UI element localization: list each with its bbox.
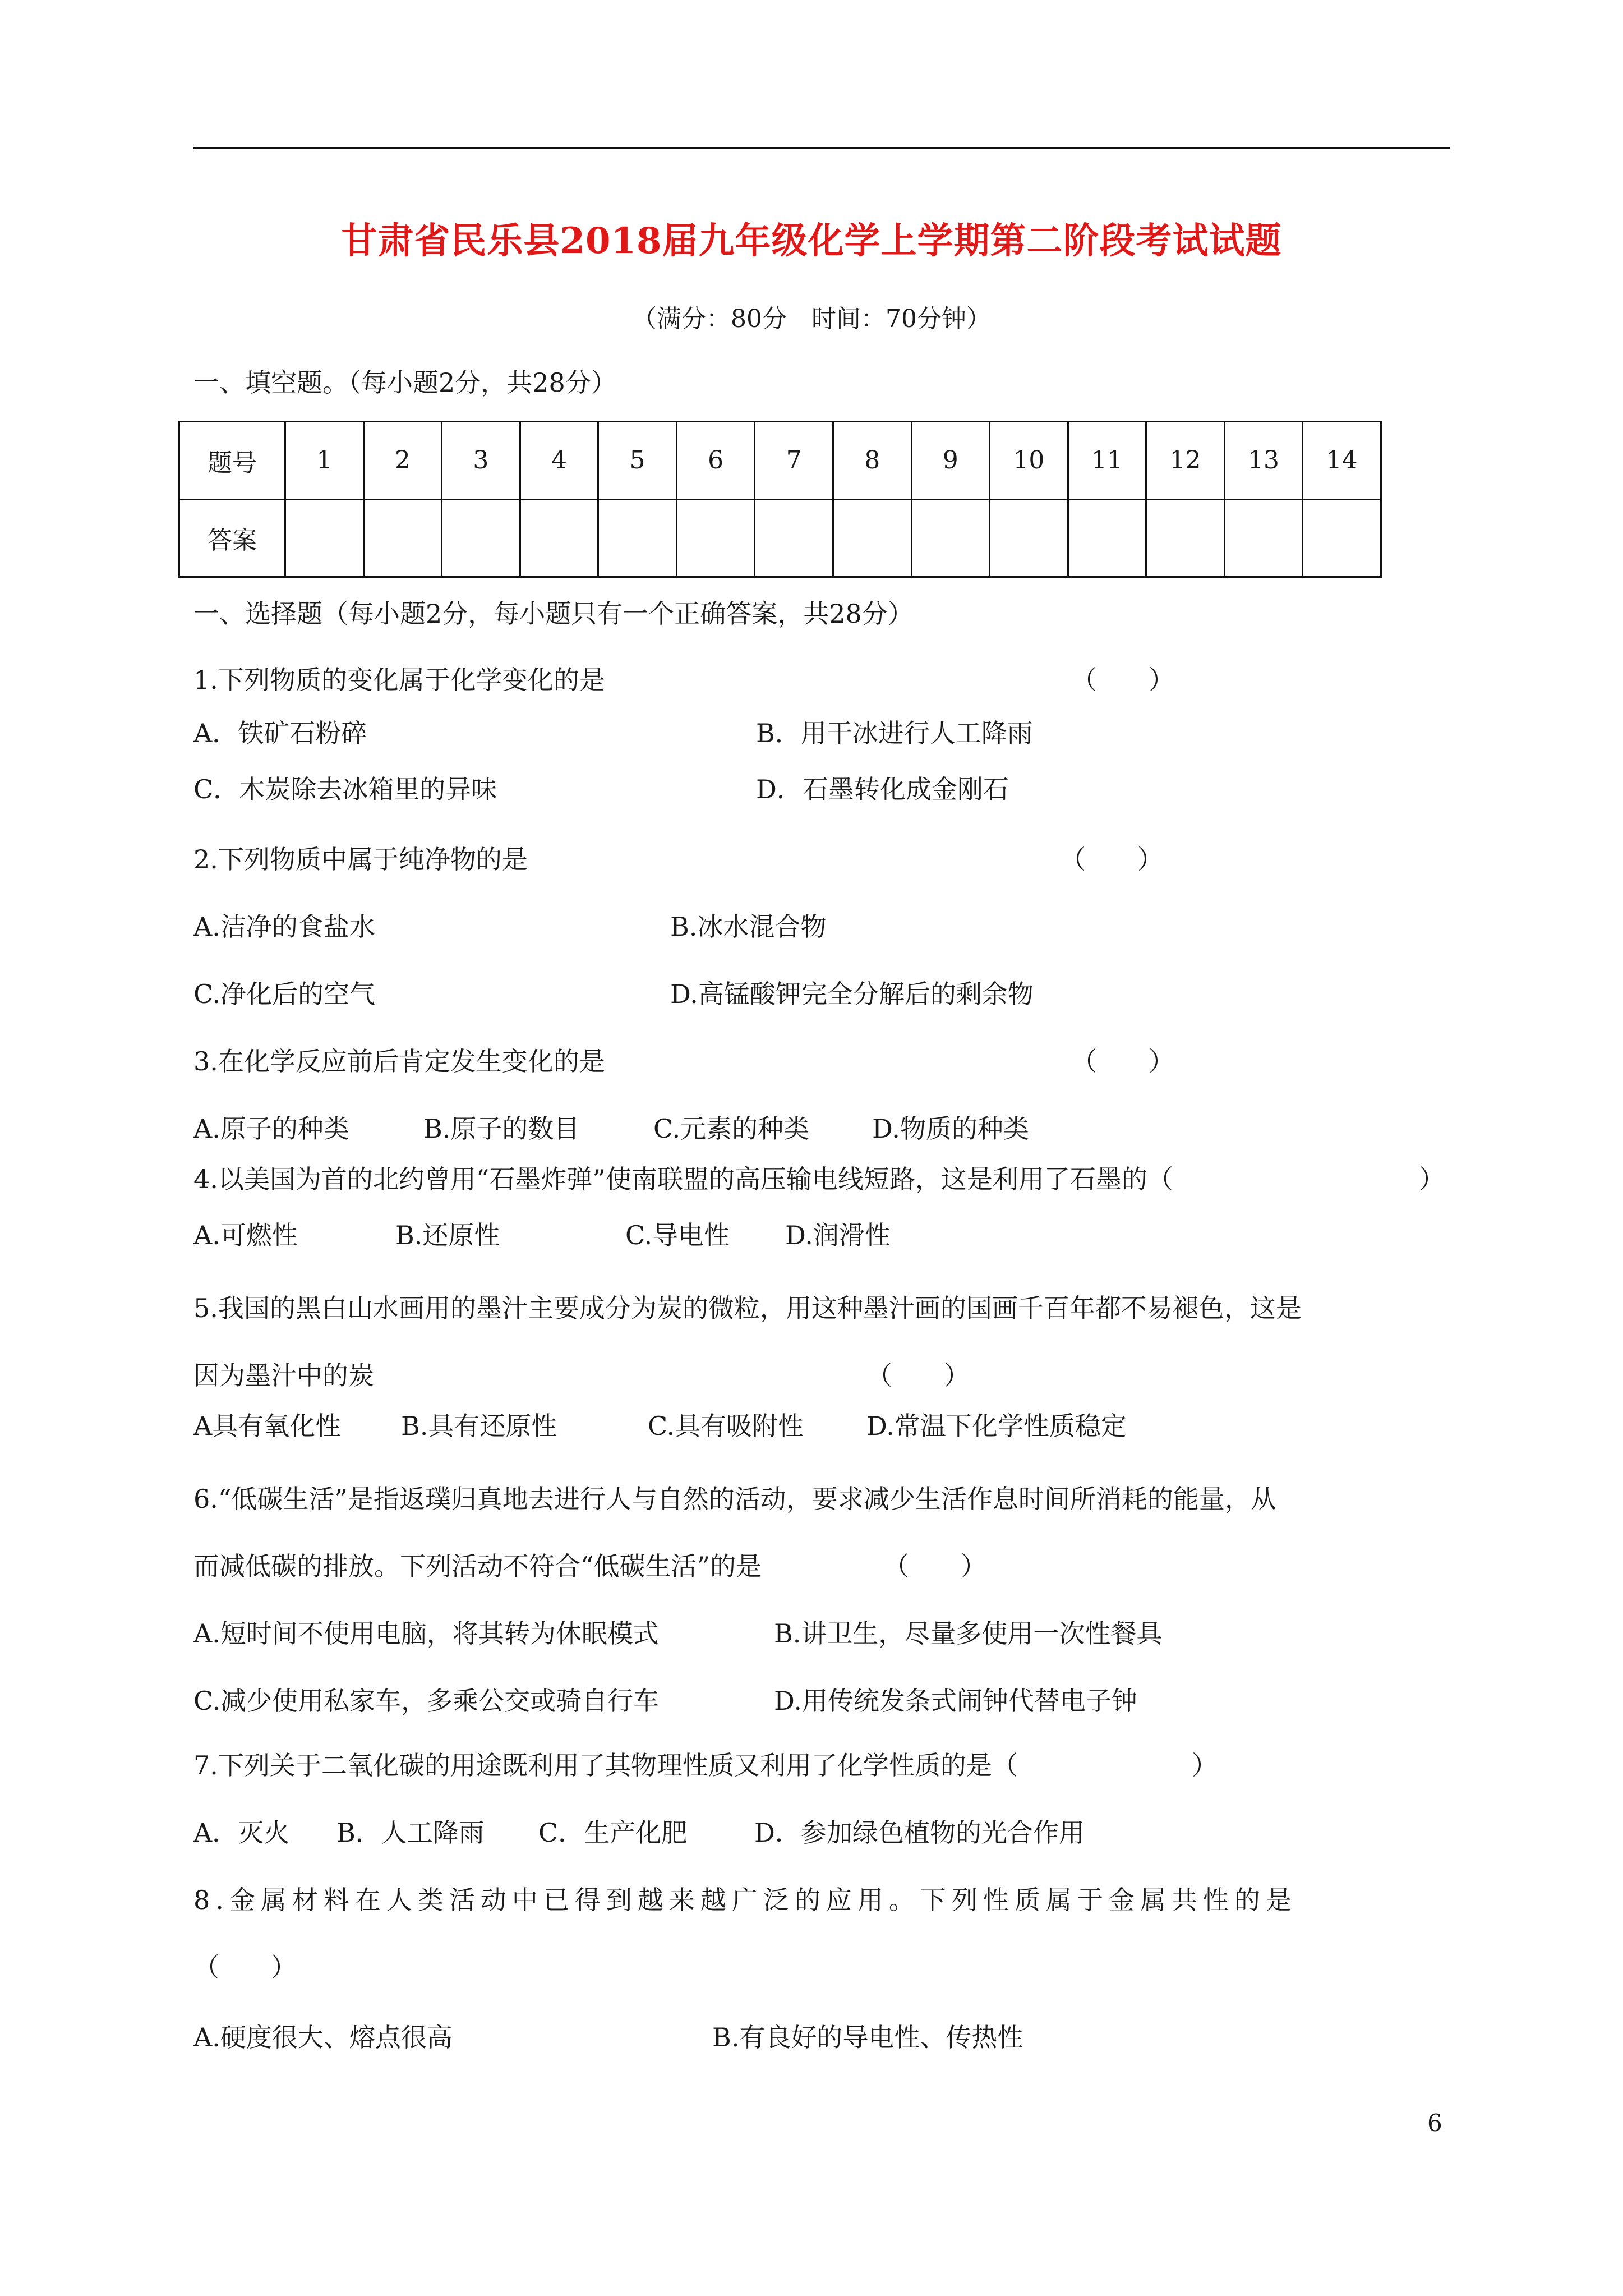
header-rule bbox=[193, 147, 1450, 149]
answer-cell[interactable] bbox=[911, 499, 990, 577]
question-8-option-b: B.有良好的导电性、传热性 bbox=[712, 2022, 1023, 2053]
question-5-option-d: D.常温下化学性质稳定 bbox=[866, 1411, 1127, 1441]
question-4-option-d: D.润滑性 bbox=[785, 1220, 891, 1250]
answer-table-number: 9 bbox=[911, 422, 990, 500]
answer-table-row2-label: 答案 bbox=[179, 499, 285, 577]
question-6-option-a: A.短时间不使用电脑，将其转为休眠模式 bbox=[193, 1618, 659, 1649]
answer-table-row1-label: 题号 bbox=[179, 422, 285, 500]
answer-table-number-row bbox=[179, 422, 1381, 500]
answer-table-number: 5 bbox=[598, 422, 677, 500]
question-5-option-c: C.具有吸附性 bbox=[648, 1411, 804, 1441]
answer-cell[interactable] bbox=[1146, 499, 1225, 577]
answer-cell[interactable] bbox=[833, 499, 911, 577]
answer-table-answer-row bbox=[179, 499, 1381, 577]
answer-cell[interactable] bbox=[676, 499, 755, 577]
page-number: 6 bbox=[1427, 2109, 1442, 2137]
question-1-option-d: D．石墨转化成金刚石 bbox=[756, 774, 1009, 804]
question-7-option-c: C．生产化肥 bbox=[538, 1818, 688, 1848]
question-7-answer-paren: ） bbox=[1192, 1750, 1218, 1780]
answer-cell[interactable] bbox=[520, 499, 598, 577]
answer-cell[interactable] bbox=[285, 499, 364, 577]
answer-table bbox=[178, 421, 1382, 578]
question-2-option-b: B.冰水混合物 bbox=[670, 912, 827, 942]
answer-cell[interactable] bbox=[1303, 499, 1381, 577]
question-6-stem-continued: 而减低碳的排放。下列活动不符合“低碳生活”的是 bbox=[193, 1551, 762, 1581]
answer-table-number: 2 bbox=[363, 422, 442, 500]
question-1-option-c: C．木炭除去冰箱里的异味 bbox=[193, 774, 497, 804]
question-1-option-b: B．用干冰进行人工降雨 bbox=[756, 718, 1033, 748]
question-7-stem: 7.下列关于二氧化碳的用途既利用了其物理性质又利用了化学性质的是（ bbox=[193, 1750, 1018, 1780]
question-2-answer-paren: （ ） bbox=[1060, 844, 1163, 875]
section-heading-choice: 一、选择题（每小题2分，每小题只有一个正确答案，共28分） bbox=[193, 599, 914, 629]
answer-table-number: 14 bbox=[1303, 422, 1381, 500]
question-2-option-c: C.净化后的空气 bbox=[193, 979, 376, 1009]
answer-cell[interactable] bbox=[442, 499, 520, 577]
question-3-option-d: D.物质的种类 bbox=[872, 1114, 1029, 1144]
answer-cell[interactable] bbox=[755, 499, 833, 577]
answer-cell[interactable] bbox=[598, 499, 677, 577]
question-8-stem: 8.金属材料在人类活动中已得到越来越广泛的应用。下列性质属于金属共性的是 bbox=[193, 1885, 1297, 1915]
answer-table-number: 11 bbox=[1068, 422, 1146, 500]
answer-cell[interactable] bbox=[363, 499, 442, 577]
question-5-answer-paren: （ ） bbox=[866, 1360, 970, 1391]
answer-table-number: 8 bbox=[833, 422, 911, 500]
question-8-option-a: A.硬度很大、熔点很高 bbox=[193, 2022, 453, 2053]
question-1-stem: 1.下列物质的变化属于化学变化的是 bbox=[193, 665, 605, 695]
answer-cell[interactable] bbox=[990, 499, 1068, 577]
answer-table-number: 13 bbox=[1224, 422, 1303, 500]
question-3-stem: 3.在化学反应前后肯定发生变化的是 bbox=[193, 1046, 605, 1076]
question-3-option-c: C.元素的种类 bbox=[653, 1114, 810, 1144]
question-7-option-d: D．参加绿色植物的光合作用 bbox=[754, 1818, 1085, 1848]
question-6-option-c: C.减少使用私家车，多乘公交或骑自行车 bbox=[193, 1686, 660, 1716]
question-5-stem-continued: 因为墨汁中的炭 bbox=[193, 1360, 374, 1391]
question-6-option-d: D.用传统发条式闹钟代替电子钟 bbox=[774, 1686, 1137, 1716]
question-5-option-a: A具有氧化性 bbox=[193, 1411, 342, 1441]
exam-subtitle: （满分：80分 时间：70分钟） bbox=[632, 305, 991, 333]
answer-table-number: 6 bbox=[676, 422, 755, 500]
answer-table-number: 4 bbox=[520, 422, 598, 500]
question-5-stem: 5.我国的黑白山水画用的墨汁主要成分为炭的微粒，用这种墨汁画的国画千百年都不易褪色，这是 bbox=[193, 1293, 1302, 1323]
answer-cell[interactable] bbox=[1068, 499, 1146, 577]
question-2-option-d: D.高锰酸钾完全分解后的剩余物 bbox=[670, 979, 1034, 1009]
question-4-option-c: C.导电性 bbox=[625, 1220, 730, 1250]
exam-title: 甘肃省民乐县2018届九年级化学上学期第二阶段考试试题 bbox=[341, 220, 1282, 262]
question-2-option-a: A.洁净的食盐水 bbox=[193, 912, 375, 942]
answer-cell[interactable] bbox=[1224, 499, 1303, 577]
question-7-option-b: B．人工降雨 bbox=[336, 1818, 485, 1848]
section-heading-fill: 一、填空题。（每小题2分，共28分） bbox=[193, 367, 617, 398]
question-1-option-a: A．铁矿石粉碎 bbox=[193, 718, 367, 748]
question-3-answer-paren: （ ） bbox=[1071, 1046, 1174, 1076]
question-8-answer-paren: （ ） bbox=[193, 1952, 297, 1982]
question-3-option-b: B.原子的数目 bbox=[423, 1114, 580, 1144]
answer-table-number: 7 bbox=[755, 422, 833, 500]
question-4-stem: 4.以美国为首的北约曾用“石墨炸弹”使南联盟的高压输电线短路，这是利用了石墨的（ bbox=[193, 1164, 1173, 1194]
answer-table-number: 3 bbox=[442, 422, 520, 500]
question-2-stem: 2.下列物质中属于纯净物的是 bbox=[193, 844, 528, 875]
question-6-stem: 6.“低碳生活”是指返璞归真地去进行人与自然的活动，要求减少生活作息时间所消耗的能量，从 bbox=[193, 1484, 1276, 1514]
answer-table-number: 10 bbox=[990, 422, 1068, 500]
question-4-option-b: B.还原性 bbox=[395, 1220, 500, 1250]
question-7-option-a: A．灭火 bbox=[193, 1818, 290, 1848]
question-5-option-b: B.具有还原性 bbox=[401, 1411, 557, 1441]
question-6-answer-paren: （ ） bbox=[883, 1551, 986, 1581]
question-1-answer-paren: （ ） bbox=[1071, 665, 1174, 695]
question-4-answer-paren: ） bbox=[1419, 1164, 1445, 1194]
question-4-option-a: A.可燃性 bbox=[193, 1220, 298, 1250]
answer-table-number: 1 bbox=[285, 422, 364, 500]
answer-table-number: 12 bbox=[1146, 422, 1225, 500]
question-3-option-a: A.原子的种类 bbox=[193, 1114, 349, 1144]
question-6-option-b: B.讲卫生，尽量多使用一次性餐具 bbox=[774, 1618, 1163, 1649]
